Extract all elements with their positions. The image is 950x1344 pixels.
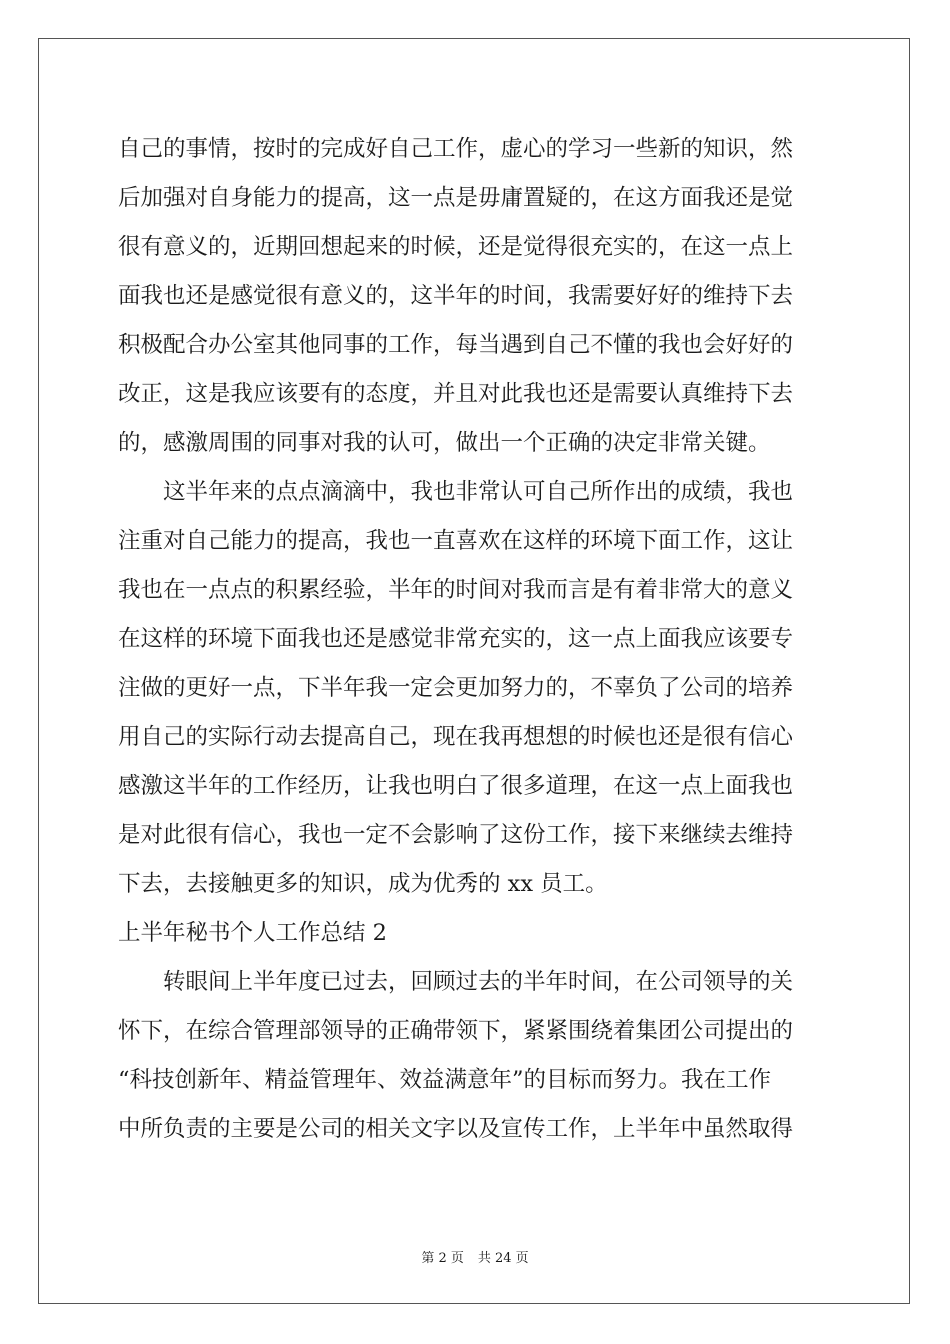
text-line: 是对此很有信心，我也一定不会影响了这份工作，接下来继续去维持 (118, 822, 794, 848)
page-footer (0, 1247, 950, 1266)
text-line: 改正，这是我应该要有的态度，并且对此我也还是需要认真维持下去 (118, 381, 794, 407)
text-line: 感激这半年的工作经历，让我也明白了很多道理，在这一点上面我也 (118, 773, 794, 799)
text-line: 面我也还是感觉很有意义的，这半年的时间，我需要好好的维持下去 (118, 283, 794, 309)
text-line: 后加强对自身能力的提高，这一点是毋庸置疑的，在这方面我还是觉 (118, 185, 794, 211)
paragraph-start-line: 这半年来的点点滴滴中，我也非常认可自己所作出的成绩，我也 (163, 479, 794, 505)
text-line: “科技创新年、精益管理年、效益满意年”的目标而努力。我在工作 (118, 1067, 772, 1093)
text-line: 注做的更好一点，下半年我一定会更加努力的，不辜负了公司的培养 (118, 675, 794, 701)
document-body (118, 125, 838, 1154)
text-line: 我也在一点点的积累经验，半年的时间对我而言是有着非常大的意义 (118, 577, 794, 603)
text-line: 积极配合办公室其他同事的工作，每当遇到自己不懂的我也会好好的 (118, 332, 794, 358)
text-line: 自己的事情，按时的完成好自己工作，虚心的学习一些新的知识，然 (118, 136, 794, 162)
paragraph-start-line: 转眼间上半年度已过去，回顾过去的半年时间，在公司领导的关 (163, 969, 794, 995)
text-line: 怀下，在综合管理部领导的正确带领下，紧紧围绕着集团公司提出的 (118, 1018, 794, 1044)
text-line: 在这样的环境下面我也还是感觉非常充实的，这一点上面我应该要专 (118, 626, 794, 652)
text-line: 注重对自己能力的提高，我也一直喜欢在这样的环境下面工作，这让 (118, 528, 794, 554)
page-number: 第 2 页 (421, 1251, 464, 1266)
text-line: 的，感激周围的同事对我的认可，做出一个正确的决定非常关键。 (118, 430, 771, 456)
page-total: 共 24 页 (477, 1251, 529, 1266)
text-line: 很有意义的，近期回想起来的时候，还是觉得很充实的，在这一点上 (118, 234, 794, 260)
text-line: 用自己的实际行动去提高自己，现在我再想想的时候也还是很有信心 (118, 724, 794, 750)
text-line: 中所负责的主要是公司的相关文字以及宣传工作，上半年中虽然取得 (118, 1116, 794, 1142)
text-line: 下去，去接触更多的知识，成为优秀的 xx 员工。 (118, 871, 608, 897)
section-heading: 上半年秘书个人工作总结 2 (118, 920, 387, 946)
